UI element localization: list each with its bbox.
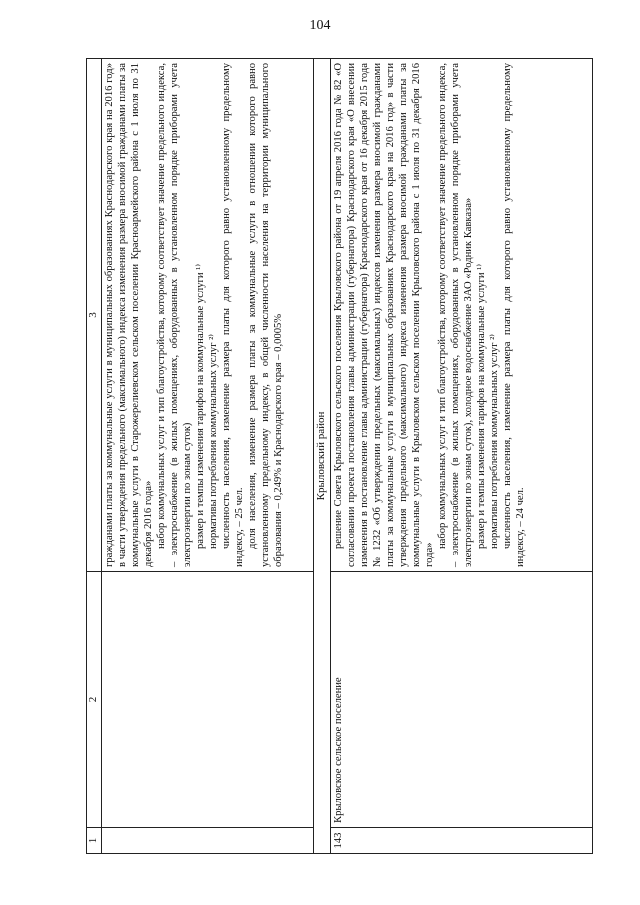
region-title: Крыловский район bbox=[314, 59, 331, 854]
row-143-number: 143 bbox=[331, 828, 593, 854]
region-row bbox=[314, 59, 331, 854]
row-143-details bbox=[331, 59, 593, 572]
table-row-continued bbox=[102, 59, 314, 854]
index-table bbox=[86, 58, 593, 854]
row-143-population: численность населения, изменение размера платы для которого равно установленному предельному индексу, – 24 чел. bbox=[502, 63, 526, 567]
row-143-tariffs: размер и темпы изменения тарифов на коммунальные услуги ¹⁾ bbox=[476, 264, 487, 549]
row-prev-population: численность населения, изменение размера платы для которого равно установленному предельному индексу, – 25 чел. bbox=[221, 63, 245, 567]
row-prev-services-set: набор коммунальных услуг и тип благоустройства, которому соответствует значение предельного индекса, – электроснабжение (в жилых помещениях, оборудованных в установленном порядке приборами учета электроэнергии по зонам суток) bbox=[156, 63, 193, 567]
row-143-services-set: набор коммунальных услуг и тип благоустройства, которому соответствует значение предельного индекса, – электроснабжение (в жилых помещениях, оборудованных в установленном порядке приборами учета электроэнергии по зонам суток), холодное водоснабжение ЗАО «Родник Кавказа» bbox=[437, 63, 474, 567]
header-col-2: 2 bbox=[87, 572, 102, 828]
header-col-1: 1 bbox=[87, 828, 102, 854]
row-prev-norms: нормативы потребления коммунальных услуг ²⁾ bbox=[208, 334, 219, 549]
row-143-norms: нормативы потребления коммунальных услуг ²⁾ bbox=[489, 334, 500, 549]
row-prev-tariffs: размер и темпы изменения тарифов на коммунальные услуги ¹⁾ bbox=[195, 264, 206, 549]
row-prev-text-continued: гражданами платы за коммунальные услуги в муниципальных образованиях Краснодарского края на 2016 год» в части утверждения предельного (максимального) индекса изменения размера вносимой гражданами платы за коммунальные услуги в Старожерелиевском сельском поселении Красноармейского района с 1 июля по 31 декабря 2016 года» bbox=[104, 63, 154, 567]
row-143-decision: решение Совета Крыловского сельского поселения Крыловского района от 19 апреля 2016 года № 82 «О согласовании проекта постановления главы администрации (губернатора) Краснодарского края «О внесении изменения в постановление главы администрации (губернатора) Краснодарского края от 16 декабря 2015 года № 1232 «Об утверждении предельных (максимальных) индексов изменения размера вносимой гражданами платы за коммунальные услуги в муниципальных образованиях Краснодарского края на 2016 год» в части утверждения предельного (максимального) индекса изменения размера вносимой гражданами платы за коммунальные услуги в Крыловском сельском поселении Крыловского района с 1 июля по 31 декабря 2016 года» bbox=[333, 63, 435, 567]
table-row bbox=[331, 59, 593, 854]
row-prev-share: доля населения, изменение размера платы за коммунальные услуги в отношении которого равно установленному предельному индексу, в общей численности населения на территории муниципального образования – 0,249% и Краснодарского края – 0,0005% bbox=[247, 63, 284, 567]
table-header-row bbox=[87, 59, 102, 854]
row-prev-details bbox=[102, 59, 314, 572]
row-prev-name bbox=[102, 572, 314, 828]
page-number: 104 bbox=[309, 18, 331, 33]
row-prev-number bbox=[102, 828, 314, 854]
header-col-3: 3 bbox=[87, 59, 102, 572]
rotated-table-container bbox=[86, 59, 593, 854]
row-143-name: Крыловское сельское поселение bbox=[331, 572, 593, 828]
